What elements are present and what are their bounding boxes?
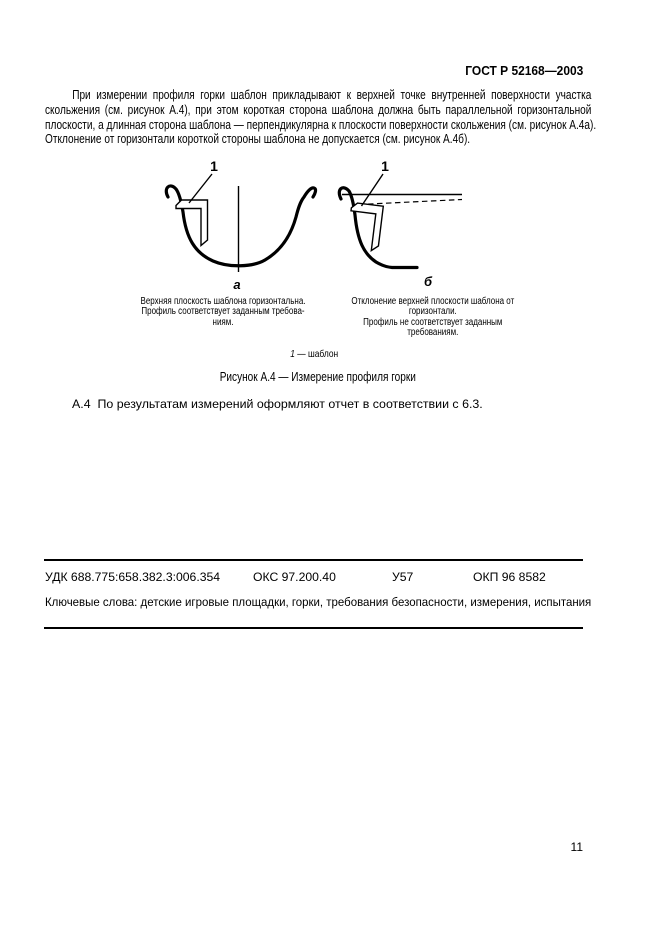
deviation-dashed-line xyxy=(359,200,462,205)
leader-line-b xyxy=(362,174,384,206)
okp-code: ОКП 96 8582 xyxy=(473,570,546,584)
udk-code: УДК 688.775:658.382.3:006.354 xyxy=(45,570,221,584)
caption-line: требованиям. xyxy=(407,326,459,338)
keywords-line: Ключевые слова: детские игровые площадки, горки, требования безопасности, измерения, испытания xyxy=(45,595,592,609)
caption-line: горизонтали. xyxy=(408,306,457,318)
caption-line: Профиль не соответствует заданным xyxy=(363,316,503,328)
paragraph-line: Отклонение от горизонтали короткой стороны шаблона не допускается (см. рисунок А.4б). xyxy=(45,132,471,147)
legend-number: 1 xyxy=(290,348,295,360)
caption-figure-a xyxy=(113,297,333,328)
figure-a4-drawing xyxy=(150,150,480,300)
paragraph-line: плоскости, а длинная сторона шаблона — перпендикулярна к плоскости поверхности скольжения (см. рисунок А.4а). xyxy=(45,117,597,132)
leader-line-a xyxy=(189,174,212,203)
figure-title: Рисунок А.4 — Измерение профиля горки xyxy=(219,370,416,384)
figure-legend xyxy=(41,348,587,360)
oks-code: ОКС 97.200.40 xyxy=(253,570,336,584)
page-number: 11 xyxy=(570,840,583,854)
sublabel-a: а xyxy=(233,277,241,292)
clause-a4: А.4 По результатам измерений оформляют отчет в соответствии с 6.3. xyxy=(72,397,483,411)
paragraph-line: При измерении профиля горки шаблон прикладывают к верхней точке внутренней поверхности участка xyxy=(72,88,592,102)
caption-line: Верхняя плоскость шаблона горизонтальна. xyxy=(140,296,306,307)
standard-number-header: ГОСТ Р 52168—2003 xyxy=(464,63,583,78)
callout-1-right: 1 xyxy=(381,158,389,174)
template-gauge-a xyxy=(176,200,208,246)
horizontal-rule-bottom xyxy=(44,627,583,629)
horizontal-rule-top xyxy=(44,559,583,561)
intro-paragraph xyxy=(45,88,597,147)
caption-figure-b xyxy=(318,297,548,338)
legend-label: — шаблон xyxy=(294,348,339,360)
caption-line: ниям. xyxy=(212,316,234,328)
callout-1-left: 1 xyxy=(210,158,218,174)
class-code: У57 xyxy=(392,570,414,584)
template-gauge-b xyxy=(346,202,383,251)
sublabel-b: б xyxy=(423,274,433,289)
paragraph-line: скольжения (см. рисунок А.4), при этом короткая сторона шаблона должна быть параллельной горизонтальной xyxy=(45,102,592,117)
slide-profile-a xyxy=(166,186,315,266)
caption-line: Отклонение верхней плоскости шаблона от xyxy=(351,296,515,307)
classification-row xyxy=(45,570,605,586)
caption-line: Профиль соответствует заданным требова- xyxy=(141,306,305,318)
